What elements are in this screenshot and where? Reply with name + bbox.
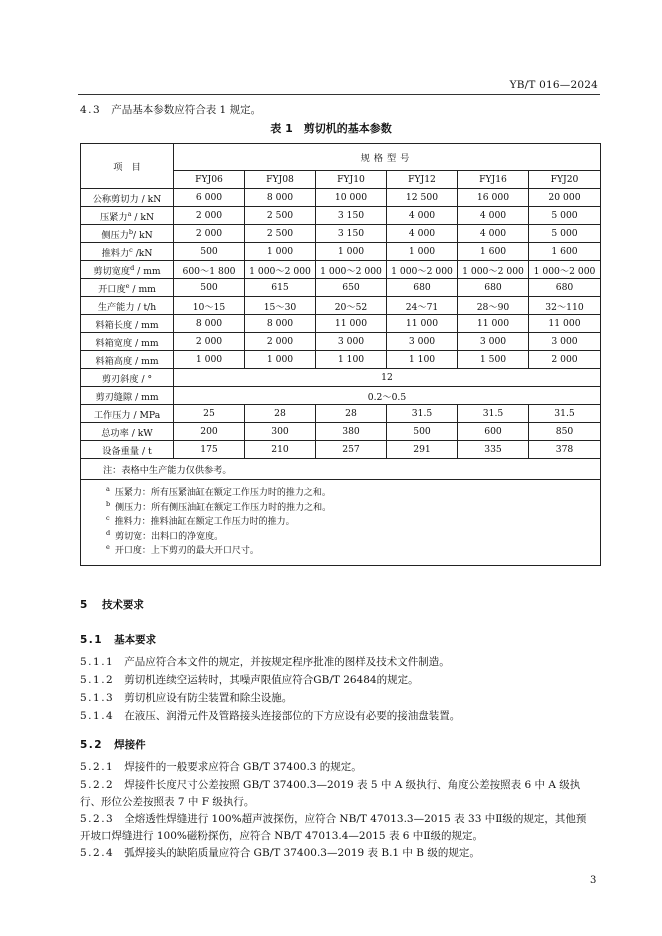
row-label: 工作压力 / MPa [81, 405, 174, 423]
footnote-mark: d [130, 263, 135, 272]
table-cell: 850 [529, 423, 601, 441]
table-cell: 3 150 [316, 207, 387, 225]
table-row [81, 441, 601, 459]
table-cell: 500 [387, 423, 458, 441]
table-cell: 20 000 [529, 189, 601, 207]
table-cell: 2 500 [245, 207, 316, 225]
table-cell: 680 [529, 279, 601, 297]
page-number: 3 [590, 875, 597, 886]
table-cell: 3 000 [458, 333, 529, 351]
row-label: 剪刃斜度 / ° [81, 369, 174, 387]
row-label [81, 261, 174, 279]
table-cell: 8 000 [245, 315, 316, 333]
param-unit: / mm [129, 283, 156, 295]
table-cell: 1 000 [387, 243, 458, 261]
table-cell: 11 000 [387, 315, 458, 333]
footnote-text: 推料力：推料油缸在额定工作压力时的推力。 [114, 517, 295, 528]
table-cell: 2 000 [245, 333, 316, 351]
table-cell: 28～90 [458, 297, 529, 315]
table-cell: 175 [174, 441, 245, 459]
row-label: 剪刃缝隙 / mm [81, 387, 174, 405]
table-cell: 1 000～2 000 [529, 261, 601, 279]
footnote-mark: d [106, 528, 111, 537]
clause-text: 在液压、润滑元件及管路接头连接部位的下方应设有必要的接油盘装置。 [124, 710, 461, 722]
table-cell: 1 000～2 000 [387, 261, 458, 279]
table-cell: 291 [387, 441, 458, 459]
clause-number: 5.2.2 [80, 779, 115, 791]
table-cell: 20～52 [316, 297, 387, 315]
clause [80, 759, 596, 776]
table-cell: 16 000 [458, 189, 529, 207]
table-cell: 1 000～2 000 [458, 261, 529, 279]
table-cell: 8 000 [174, 315, 245, 333]
table-cell: 4 000 [458, 207, 529, 225]
table-row [81, 405, 601, 423]
param-unit: / mm [134, 265, 161, 277]
table-cell: 3 150 [316, 225, 387, 243]
table-cell: 4 000 [458, 225, 529, 243]
row-label [81, 297, 174, 315]
table-row [81, 279, 601, 297]
param-unit: / mm [132, 355, 159, 367]
standard-code: YB/T 016—2024 [509, 79, 598, 91]
clause [80, 654, 596, 671]
table-header-row-1 [81, 144, 601, 171]
table-row [81, 315, 601, 333]
param-name: 侧压力 [101, 229, 129, 241]
clause-text: 全熔透性焊缝进行 100%超声波探伤，应符合 NB/T 47013.3—2015 表 33 中Ⅱ级的规定，其他预开坡口焊缝进行 100%磁粉探伤，应符合 NB/T 47013.4—2015 表 6 中Ⅱ级的规定。 [80, 813, 587, 842]
section-5-1-heading [80, 632, 156, 647]
table-cell: 1 000～2 000 [316, 261, 387, 279]
footnote [106, 515, 600, 530]
table-cell: 15～30 [245, 297, 316, 315]
table-cell: 1 000 [174, 351, 245, 369]
footnote-text: 压紧力：所有压紧油缸在额定工作压力时的推力之和。 [114, 488, 331, 498]
row-label [81, 333, 174, 351]
table-row [81, 189, 601, 207]
footnote-mark: b [106, 499, 111, 508]
table-cell: 25 [174, 405, 245, 423]
table-cell: 5 000 [529, 225, 601, 243]
table-note-row [81, 459, 601, 480]
param-name: 压紧力 [100, 211, 128, 223]
table-row [81, 261, 601, 279]
table-cell: 12 500 [387, 189, 458, 207]
param-unit: / mm [132, 337, 159, 349]
param-unit: / kN [133, 229, 153, 241]
table-cell: 11 000 [316, 315, 387, 333]
table-cell: 10～15 [174, 297, 245, 315]
row-label: 设备重量 / t [81, 441, 174, 459]
clause-number: 5.2.3 [80, 813, 115, 825]
param-name: 生产能力 [97, 301, 135, 313]
clause-text: 剪切机应设有防尘装置和除尘设施。 [124, 692, 293, 704]
param-name: 料箱长度 [95, 319, 133, 331]
header-model: FYJ06 [174, 171, 245, 189]
header-model: FYJ10 [316, 171, 387, 189]
table-row [81, 423, 601, 441]
table-cell: 378 [529, 441, 601, 459]
parameters-table [80, 143, 601, 566]
clause-text: 焊接件的一般要求应符合 GB/T 37400.3 的规定。 [124, 761, 362, 773]
footnote [106, 501, 600, 516]
row-label [81, 315, 174, 333]
row-label [81, 351, 174, 369]
header-model-group: 规格型号 [174, 144, 601, 171]
table-row [81, 207, 601, 225]
table-cell: 11 000 [529, 315, 601, 333]
table-row [81, 387, 601, 405]
footnote [106, 544, 600, 559]
footnote-mark: e [106, 543, 110, 552]
clause [80, 845, 596, 862]
section-5-heading [80, 597, 144, 612]
table-cell: 200 [174, 423, 245, 441]
param-name: 剪切宽度 [93, 265, 131, 277]
param-unit: / t/h [134, 301, 157, 313]
footnote-mark: a [127, 209, 132, 218]
table-row [81, 297, 601, 315]
table-row [81, 333, 601, 351]
param-unit: / kN [138, 193, 162, 205]
param-unit: /kN [132, 247, 153, 259]
table-cell: 1 000 [245, 243, 316, 261]
table-cell: 257 [316, 441, 387, 459]
table-cell: 680 [458, 279, 529, 297]
table-note: 注：表格中生产能力仅供参考。 [81, 459, 601, 480]
clause-number: 5.1.1 [80, 656, 115, 668]
table-cell: 28 [245, 405, 316, 423]
table-cell: 2 500 [245, 225, 316, 243]
footnote [106, 530, 600, 545]
table-cell: 1 000 [245, 351, 316, 369]
section-title: 基本要求 [114, 634, 157, 646]
table-row [81, 351, 601, 369]
footnote-mark: e [125, 281, 130, 290]
footnote-mark: c [106, 514, 110, 523]
clause-text: 产品基本参数应符合表 1 规定。 [111, 104, 262, 116]
table-cell: 4 000 [387, 225, 458, 243]
table-cell: 3 000 [387, 333, 458, 351]
clause-number: 5.1.4 [80, 710, 115, 722]
row-label [81, 279, 174, 297]
section-number: 5.2 [80, 739, 104, 751]
table-caption: 表 1 剪切机的基本参数 [270, 122, 392, 135]
clause-number: 5.1.3 [80, 692, 115, 704]
table-row [81, 369, 601, 387]
table-cell: 615 [245, 279, 316, 297]
table-cell: 1 000～2 000 [245, 261, 316, 279]
param-name: 公称剪切力 [92, 193, 139, 205]
param-name: 料箱宽度 [95, 337, 133, 349]
table-cell: 32～110 [529, 297, 601, 315]
footnote-text: 剪切宽：出料口的净宽度。 [115, 531, 224, 542]
clause-4-3 [80, 103, 261, 118]
table-cell: 31.5 [458, 405, 529, 423]
table-row [81, 225, 601, 243]
row-label [81, 225, 174, 243]
table-cell: 2 000 [529, 351, 601, 369]
table-cell: 2 000 [174, 333, 245, 351]
table-cell: 28 [316, 405, 387, 423]
table-cell: 380 [316, 423, 387, 441]
header-model: FYJ20 [529, 171, 601, 189]
footnote-mark: b [128, 227, 134, 236]
clause [80, 811, 596, 845]
table-cell: 300 [245, 423, 316, 441]
section-number: 5 [80, 599, 88, 611]
table-cell: 500 [174, 279, 245, 297]
row-label [81, 243, 174, 261]
clause [80, 690, 596, 707]
table-cell: 680 [387, 279, 458, 297]
table-cell: 2 000 [174, 225, 245, 243]
header-item: 项 目 [81, 144, 174, 189]
clause-number: 5.2.4 [80, 847, 115, 859]
table-cell: 600 [458, 423, 529, 441]
param-unit: / mm [132, 319, 159, 331]
table-cell: 1 100 [316, 351, 387, 369]
table-cell: 8 000 [245, 189, 316, 207]
table-cell: 650 [316, 279, 387, 297]
table-cell: 5 000 [529, 207, 601, 225]
param-unit: / kN [131, 211, 154, 223]
table-cell: 31.5 [529, 405, 601, 423]
clause-text: 产品应符合本文件的规定，并按规定程序批准的图样及技术文件制造。 [124, 656, 450, 668]
table-cell: 31.5 [387, 405, 458, 423]
section-number: 5.1 [80, 634, 104, 646]
header-model: FYJ16 [458, 171, 529, 189]
table-cell: 4 000 [387, 207, 458, 225]
table-cell: 2 000 [174, 207, 245, 225]
table-cell: 3 000 [529, 333, 601, 351]
table-cell: 1 100 [387, 351, 458, 369]
table-cell: 1 600 [458, 243, 529, 261]
clause-number: 5.1.2 [80, 674, 115, 686]
section-title: 技术要求 [101, 599, 144, 611]
table-cell-merged: 0.2～0.5 [174, 387, 601, 405]
table-cell: 6 000 [174, 189, 245, 207]
section-title: 焊接件 [114, 739, 146, 751]
table-cell: 3 000 [316, 333, 387, 351]
table-cell: 1 500 [458, 351, 529, 369]
table-cell: 11 000 [458, 315, 529, 333]
param-name: 料箱高度 [95, 355, 133, 367]
table-cell: 1 000 [316, 243, 387, 261]
row-label [81, 207, 174, 225]
table-cell: 600～1 800 [174, 261, 245, 279]
footnote-text: 开口度：上下剪刃的最大开口尺寸。 [114, 546, 259, 557]
table-row [81, 243, 601, 261]
footnote-text: 侧压力：所有侧压油缸在额定工作压力时的推力之和。 [115, 502, 332, 513]
row-label [81, 189, 174, 207]
clause [80, 777, 596, 811]
footnote-mark: a [106, 485, 110, 493]
clause-number: 4.3 [80, 104, 102, 116]
table-body [81, 189, 601, 459]
clause-number: 5.2.1 [80, 761, 115, 773]
table-cell: 10 000 [316, 189, 387, 207]
table-cell: 335 [458, 441, 529, 459]
table-footnotes-row [81, 480, 601, 566]
clause-text: 弧焊接头的缺陷质量应符合 GB/T 37400.3—2019 表 B.1 中 B 级的规定。 [124, 847, 480, 859]
clause-text: 剪切机连续空运转时，其噪声限值应符合GB/T 26484的规定。 [124, 674, 419, 686]
table-cell-merged: 12 [174, 369, 601, 387]
header-rule [78, 94, 600, 95]
table-cell: 1 600 [529, 243, 601, 261]
clause-text: 焊接件长度尺寸公差按照 GB/T 37400.3—2019 表 5 中 A 级执行、角度公差按照表 6 中 A 级执行、形位公差按照表 7 中 F 级执行。 [80, 779, 581, 808]
clause [80, 708, 596, 725]
param-name: 推料力 [101, 247, 130, 259]
table-cell: 210 [245, 441, 316, 459]
table-cell: 500 [174, 243, 245, 261]
table-cell: 24～71 [387, 297, 458, 315]
header-model: FYJ12 [387, 171, 458, 189]
section-5-2-heading [80, 737, 146, 752]
footnote-mark: c [129, 245, 133, 254]
table-footnotes [81, 480, 601, 566]
param-name: 开口度 [98, 283, 126, 295]
clause [80, 672, 596, 689]
footnote [106, 486, 600, 501]
header-model: FYJ08 [245, 171, 316, 189]
row-label: 总功率 / kW [81, 423, 174, 441]
